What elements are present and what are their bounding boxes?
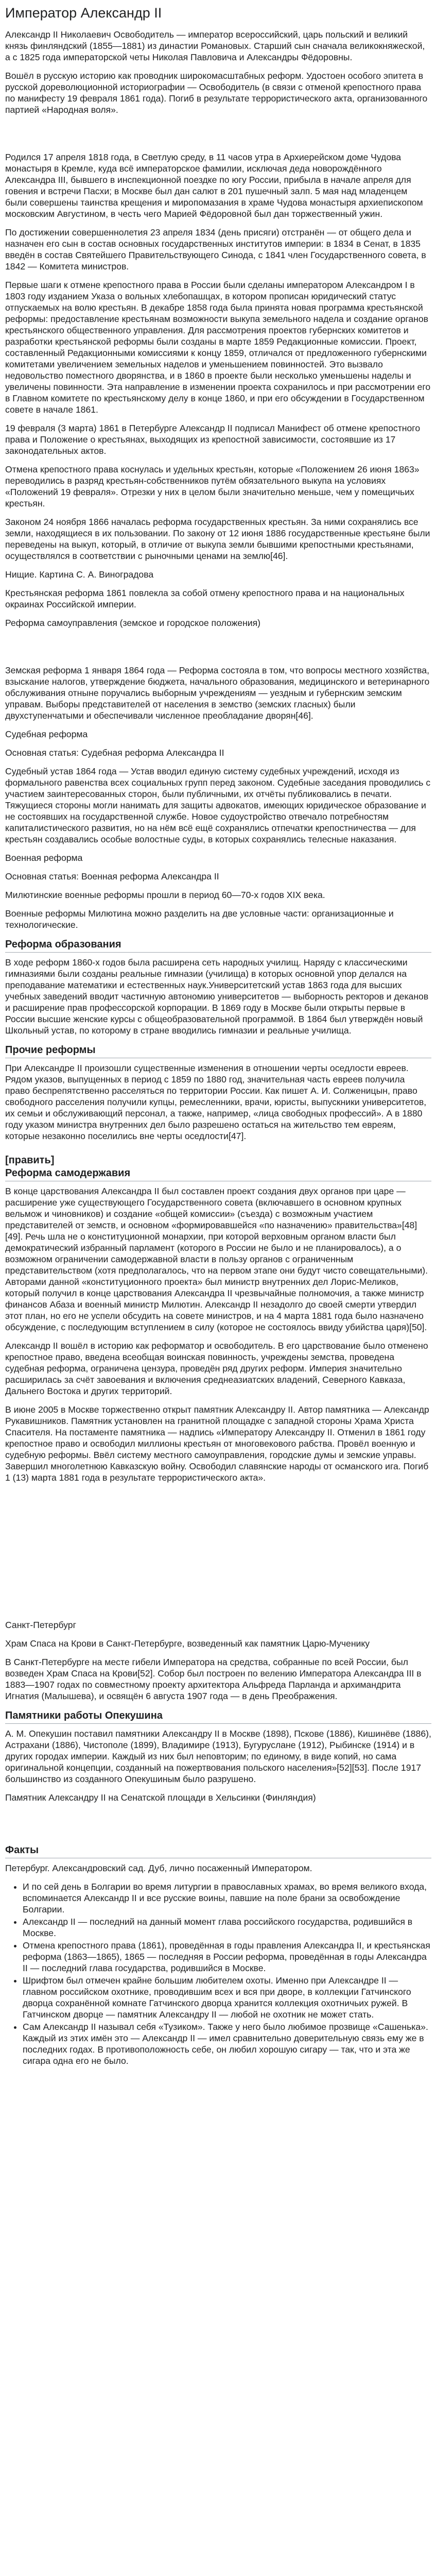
- court-paragraph: Судебный устав 1864 года — Устав вводил единую систему судебных учреждений, исходя из формального равенства всех социальных групп перед законом. Судебные заседания проводились с участием заинтересованных сторон, были публичными, их отчёты публиковались в печати. Тяжущиеся стороны могли нанимать для защиты адвокатов, имеющих юридическое образование и не состоявших на государственной службе. Новое судоустройство отвечало потребностям капиталистического развития, но на нём всё ещё сохранялись отпечатки крепостничества — для крестьян создавались особые волостные суды, в которых сохранялись телесные наказания.: [5, 766, 431, 844]
- bio-paragraph-1: Родился 17 апреля 1818 года, в Светлую среду, в 11 часов утра в Архиерейском доме Чудова монастыря в Кремле, куда всё императорское фамилии, исключая деда новорождённого Александра III, бывшего в инспекционной поездке по югу России, прибыла в начале апреля для говения и встречи Пасхи; в Москве был дан салют в 201 пушечный залп. 5 мая над младенцем были совершены таинства крещения и миропомазания в храме Чудова монастыря архиепископом московским Августином, в честь чего Марией Фёдоровной был дан торжественный ужин.: [5, 152, 423, 219]
- zemstvo-paragraph: Земская реформа 1 января 1864 года — Реформа состояла в том, что вопросы местного хозяйства, взыскание налогов, утверждение бюджета, начального образования, медицинского и ветеринарного обслуживания отныне поручались выборным учреждениям — уездным и губернским земским управам. Выборы представителей от населения в земство (земских гласных) были двухступенчатыми и обеспечивали численное преобладание дворян[46].: [5, 665, 430, 721]
- spb-label: Санкт-Петербург: [5, 1620, 76, 1630]
- section-heading-education: Реформа образования: [5, 938, 431, 953]
- bio-paragraph-6: Законом 24 ноября 1866 началась реформа государственных крестьян. За ними сохранялись все земли, находящиеся в их пользовании. По закону от 12 июня 1886 государственные крестьяне были переведены на выкуп, который, в отличие от выкупа земли бывшими крепостными крестьянами, осуществлялся в соответствии с рыночными ценами на землю[46].: [5, 517, 430, 561]
- edit-link[interactable]: [править]: [5, 1155, 55, 1166]
- legacy-paragraph-2: В июне 2005 в Москве торжественно открыт памятник Александру II. Автор памятника — Александр Рукавишников. Памятник установлен на гранитной площадке с западной стороны Храма Христа Спасителя. На постаменте памятника — надпись «Императору Александру II. Отменил в 1861 году крепостное право и освободил миллионы крестьян от многовекового рабства. Провёл военную и судебную реформы. Ввёл систему местного самоуправления, городские думы и земские управы. Завершил многолетнюю Кавказскую войну. Освободил славянские народы от османского ига. Погиб 1 (13) марта 1881 года в результате террористического акта».: [5, 1404, 429, 1483]
- image-placeholder: [5, 1810, 431, 1843]
- facts-intro: Петербург. Александровский сад. Дуб, лично посаженный Императором.: [5, 1863, 312, 1873]
- intro-paragraph-2: Вошёл в русскую историю как проводник широкомасштабных реформ. Удостоен особого эпитета в русской дореволюционной историографии — Освободитель (в связи с отменой крепостного права по манифесту 19 февраля 1861 года). Погиб в результате террористического акта, организованного партией «Народная воля».: [5, 71, 428, 115]
- helsinki-caption: Памятник Александру II на Сенатской площади в Хельсинки (Финляндия): [5, 1792, 316, 1803]
- bio-paragraph-5: Отмена крепостного права коснулась и удельных крестьян, которые «Положением 26 июня 1863» переводились в разряд крестьян-собственников путём обязательного выкупа на условиях «Положений 19 февраля». Отрезки у них в целом были значительно меньше, чем у помещичьих крестьян.: [5, 464, 420, 509]
- list-item: • И по сей день в Болгарии во время литургии в православных храмах, во время великого входа, вспоминается Александр II и все русские воины, павшие на поле брани за освобождение Болгарии.: [23, 1881, 431, 1915]
- autocracy-paragraph: В конце царствования Александра II был составлен проект создания двух органов при царе — расширение уже существующего Государственного совета (включавшего в основном крупных вельмож и чиновников) и создание «общей комиссии» (съезда) с возможным участием представителей от земств, и основном «формировавшейся «по назначению» правительства»[48][49]. Речь шла не о конституционной монархии, при которой верховным органом власти был демократический избранный парламент (которого в России не было и не планировалось), а о возможном ограничении самодержавной власти в пользу органов с ограниченным представительством (хотя предполагалось, что на первом этапе они будут чисто совещательными). Авторами данной «конституционного проекта» был министр внутренних дел Лорис-Меликов, который получил в конце царствования Александра II чрезвычайные полномочия, а также министр финансов Абаза и военный министр Милютин. Александр II незадолго до своей смерти утвердил этот план, но его не успели обсудить на совете министров, и на 4 марта 1881 года было назначено обсуждение, с последующим вступлением в силу (которое не состоялось ввиду убийства царя)[50].: [5, 1186, 428, 1332]
- image-caption: Нищие. Картина С. А. Виноградова: [5, 569, 154, 580]
- military-line-1: Милютинские военные реформы прошли в период 60—70-х годов XIX века.: [5, 890, 325, 900]
- list-item: • Александр II — последний на данный момент глава российского государства, родившийся в Москве.: [23, 1916, 431, 1939]
- legacy-paragraph-1: Александр II вошёл в историю как реформатор и освободитель. В его царствование было отменено крепостное право, введена всеобщая воинская повинность, учреждены земства, проведена судебная реформа, ограничена цензура, проведён ряд других реформ. Империя значительно расширилась за счёт завоевания и включения среднеазиатских владений, Северного Кавказа, Дальнего Востока и других территорий.: [5, 1341, 428, 1396]
- opekushin-paragraph: А. М. Опекушин поставил памятники Александру II в Москве (1898), Пскове (1886), Кишинёве (1886), Астрахани (1886), Чистополе (1899), Владимире (1913), Бугуруслане (1912), Рыбинске (1914) и в других городах империи. Каждый из них был неповторим; по единому, в виде копий, но сама оригинальной концепции, созданный на пожертвования польского населения»[52][53]. После 1917 большинство из созданного Опекушиным было разрушено.: [5, 1728, 431, 1784]
- spb-paragraph: В Санкт-Петербурге на месте гибели Императора на средства, собранные по всей России, был возведен Храм Спаса на Крови[52]. Собор был построен по велению Императора Александра III в 1883—1907 годах по совместному проекту архитектора Альфреда Парланда и архимандрита Игнатия (Малышева), и освящён 6 августа 1907 года — в день Преображения.: [5, 1657, 422, 1701]
- section-heading-facts: Факты: [5, 1843, 431, 1858]
- court-heading: Судебная реформа: [5, 729, 88, 739]
- bio-paragraph-3: Первые шаги к отмене крепостного права в России были сделаны императором Александром I в 1803 году изданием Указа о вольных хлебопашцах, в котором прописан юридический статус отпускаемых на волю крестьян. В декабре 1858 года была принята новая программа крестьянской реформы: предоставление крестьянам возможности выкупа земельного надела и создание органов крестьянского общественного управления. Для рассмотрения проектов губернских комитетов и разработки крестьянской реформы были созданы в марте 1859 Редакционные комиссии. Проект, составленный Редакционными комиссиями к концу 1859, отличался от предложенного губернскими комитетами увеличением земельных наделов и уменьшением повинностей. Это вызвало недовольство поместного дворянства, и в 1860 в проекте были несколько уменьшены наделы и увеличены повинности. Эта направление в изменении проекта сохранилось и при рассмотрении его в Главном комитете по крестьянскому делу в конце 1860, и при его обсуждении в Государственном совете в начале 1861.: [5, 280, 431, 415]
- list-item: • Шрифтом был отмечен крайне большим любителем охоты. Именно при Александре II — главном российском охотнике, проводившим всех и вся при дворе, в коллекции Гатчинского дворца сохранённой комнате Гатчинского дворца хранится коллекция охотничьих ружей. В Гатчинском дворце — памятник Александру II — любой не охотник не может стать.: [23, 1975, 431, 2020]
- other-reforms-paragraph: При Александре II произошли существенные изменения в отношении черты оседлости евреев. Рядом указов, выпущенных в период с 1859 по 1880 год, значительная часть евреев получила право беспрепятственно расселяться по территории России. Как пишет А. И. Солженицын, право свободного расселения получили купцы, ремесленники, врачи, юристы, выпускники университетов, их семьи и обслуживающий персонал, а также, например, «лица свободных профессий». А в 1880 году указом министра внутренних дел было разрешено остаться на жительство тем евреям, которые незаконно поселились вне черты оседлости[47].: [5, 1063, 427, 1141]
- bio-paragraph-4: 19 февраля (3 марта) 1861 в Петербурге Александр II подписал Манифест об отмене крепостного права и Положение о крестьянах, выходящих из крепостной зависимости, состоявшие из 17 законодательных актов.: [5, 423, 421, 456]
- court-main-article: Основная статья: Судебная реформа Александра II: [5, 748, 224, 758]
- bio-paragraph-2: По достижении совершеннолетия 23 апреля 1834 (день присяги) отстранён — от общего дела и назначен его сын в состав основных государственных институтов империи: в 1834 в Сенат, в 1835 введён в состав Святейшего Правительствующего Синода, с 1841 член Государственного совета, в 1842 — Комитета министров.: [5, 227, 426, 272]
- image-placeholder: [5, 1490, 431, 1619]
- list-item: • Отмена крепостного права (1861), проведённая в годы правления Александра II, и крестьянская реформа (1863—1865), 1865 — последняя в России реформа, проведённая в годы Александра II — последний глава государства, родившийся в Москве.: [23, 1940, 431, 1974]
- military-main-article: Основная статья: Военная реформа Александра II: [5, 871, 219, 882]
- spb-caption: Храм Спаса на Крови в Санкт-Петербурге, возведенный как памятник Царю-Мученику: [5, 1638, 370, 1649]
- education-paragraph: В ходе реформ 1860-х годов была расширена сеть народных училищ. Наряду с классическими гимназиями были созданы реальные гимназии (училища) в которых основной упор делался на преподавание математики и естественных наук.Университетский устав 1863 года для высших учебных заведений вводит частичную автономию университетов — выборность ректоров и деканов и расширение прав профессорской корпорации. В 1869 году в Москве были открыты первые в России высшие женские курсы с общеобразовательной программой. В 1864 был утверждён новый Школьный устав, по которому в стране вводились гимназии и реальные училища.: [5, 957, 429, 1036]
- reform-paragraph-2: Реформа самоуправления (земское и городское положения): [5, 618, 261, 628]
- facts-list: [5, 1881, 431, 2066]
- list-item: • Сам Александр II называл себя «Тузиком». Также у него было любимое прозвище «Сашенька». Каждый из этих имён это — Александр II — имел сравнительно доверительную связь ему же в последних годах. В противоположность себе, он любил хорошую сигару — так, что и эта же сигара одна его не было.: [23, 2021, 431, 2066]
- military-heading: Военная реформа: [5, 853, 83, 863]
- section-heading-opekushin: Памятники работы Опекушина: [5, 1709, 431, 1724]
- military-line-2: Военные реформы Милютина можно разделить на две условные части: организационные и технологические.: [5, 908, 394, 930]
- page-title: Император Александр II: [5, 5, 162, 21]
- intro-paragraph-1: Александр II Николаевич Освободитель — император всероссийский, царь польский и великий князь финляндский (1855—1881) из династии Романовых. Старший сын сначала великокняжеской, а с 1825 года императорской четы Николая Павловича и Александры Фёдоровны.: [5, 29, 425, 62]
- section-heading-other-reforms: Прочие реформы: [5, 1043, 431, 1058]
- reform-paragraph-1: Крестьянская реформа 1861 повлекла за собой отмену крепостного права и на национальных окраинах Российской империи.: [5, 588, 405, 609]
- section-heading-autocracy: Реформа самодержавия: [5, 1166, 431, 1181]
